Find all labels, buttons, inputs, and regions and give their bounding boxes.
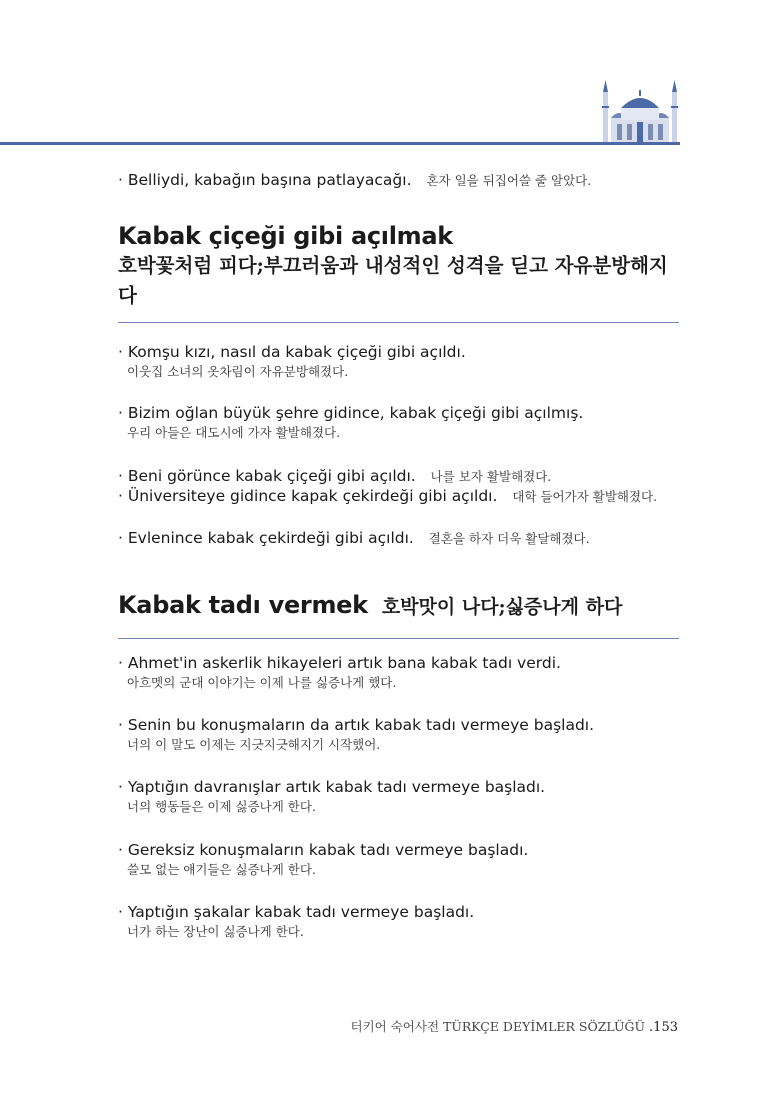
example-item [118, 653, 561, 693]
section-divider [118, 638, 679, 639]
entry-meaning: 호박꽃처럼 피다;부끄러움과 내성적인 성격을 딛고 자유분방해지다 [118, 254, 668, 307]
example-item [118, 777, 545, 817]
example-turkish: · Beni görünce kabak çiçeği gibi açıldı. [118, 467, 416, 485]
example-turkish: · Evlenince kabak çekirdeği gibi açıldı. [118, 529, 414, 547]
entry-title: Kabak çiçeği gibi açılmak [118, 222, 453, 250]
example-item [118, 342, 466, 382]
example-korean: 결혼을 하자 더욱 활달해졌다. [428, 531, 590, 546]
example-korean: 대학 들어가자 활발해졌다. [512, 489, 658, 504]
example-turkish: · Ahmet'in askerlik hikayeleri artık bana kabak tadı verdi. [118, 654, 561, 672]
page-number: .153 [649, 1020, 678, 1035]
example-turkish: · Üniversiteye gidince kapak çekirdeği gibi açıldı. [118, 487, 498, 505]
example-item [118, 170, 591, 191]
example-item [118, 902, 474, 942]
example-item [118, 466, 551, 487]
example-turkish: · Komşu kızı, nasıl da kabak çiçeği gibi açıldı. [118, 343, 466, 361]
example-korean: 쓸모 없는 얘기들은 싫증나게 한다. [127, 862, 316, 877]
page-footer [351, 1017, 678, 1035]
example-korean: 혼자 일을 뒤집어쓸 줄 알았다. [426, 173, 592, 188]
example-korean: 이웃집 소녀의 옷차림이 자유분방해졌다. [127, 364, 349, 379]
section-divider [118, 322, 679, 323]
example-korean: 우리 아들은 대도시에 가자 활발해졌다. [127, 425, 341, 440]
example-korean: 나를 보자 활발해졌다. [430, 469, 552, 484]
example-item [118, 715, 594, 755]
entry-title-row [118, 591, 622, 619]
example-korean: 너가 하는 장난이 싫증나게 한다. [127, 924, 304, 939]
entry-meaning: 호박맛이 나다;싫증나게 하다 [381, 596, 623, 618]
example-korean: 너의 이 말도 이제는 지긋지긋해지기 시작했어. [127, 737, 381, 752]
footer-text: 터키어 숙어사전 TÜRKÇE DEYİMLER SÖZLÜĞÜ [350, 1019, 646, 1034]
example-turkish: · Belliydi, kabağın başına patlayacağı. [118, 171, 412, 189]
example-turkish: · Yaptığın şakalar kabak tadı vermeye başladı. [118, 903, 475, 921]
entry-title: Kabak tadı vermek [118, 591, 368, 619]
example-korean: 너의 행동들은 이제 싫증나게 한다. [127, 799, 316, 814]
example-item [118, 403, 583, 443]
example-turkish: · Gereksiz konuşmaların kabak tadı vermeye başladı. [118, 841, 529, 859]
example-korean: 아흐멧의 군대 이야기는 이제 나를 싫증나게 했다. [127, 675, 397, 690]
example-turkish: · Bizim oğlan büyük şehre gidince, kabak çiçeği gibi açılmış. [118, 404, 584, 422]
example-item [118, 840, 528, 880]
example-item [118, 528, 590, 549]
example-turkish: · Senin bu konuşmaların da artık kabak tadı vermeye başladı. [118, 716, 595, 734]
example-item [118, 486, 657, 507]
example-turkish: · Yaptığın davranışlar artık kabak tadı vermeye başladı. [118, 778, 546, 796]
